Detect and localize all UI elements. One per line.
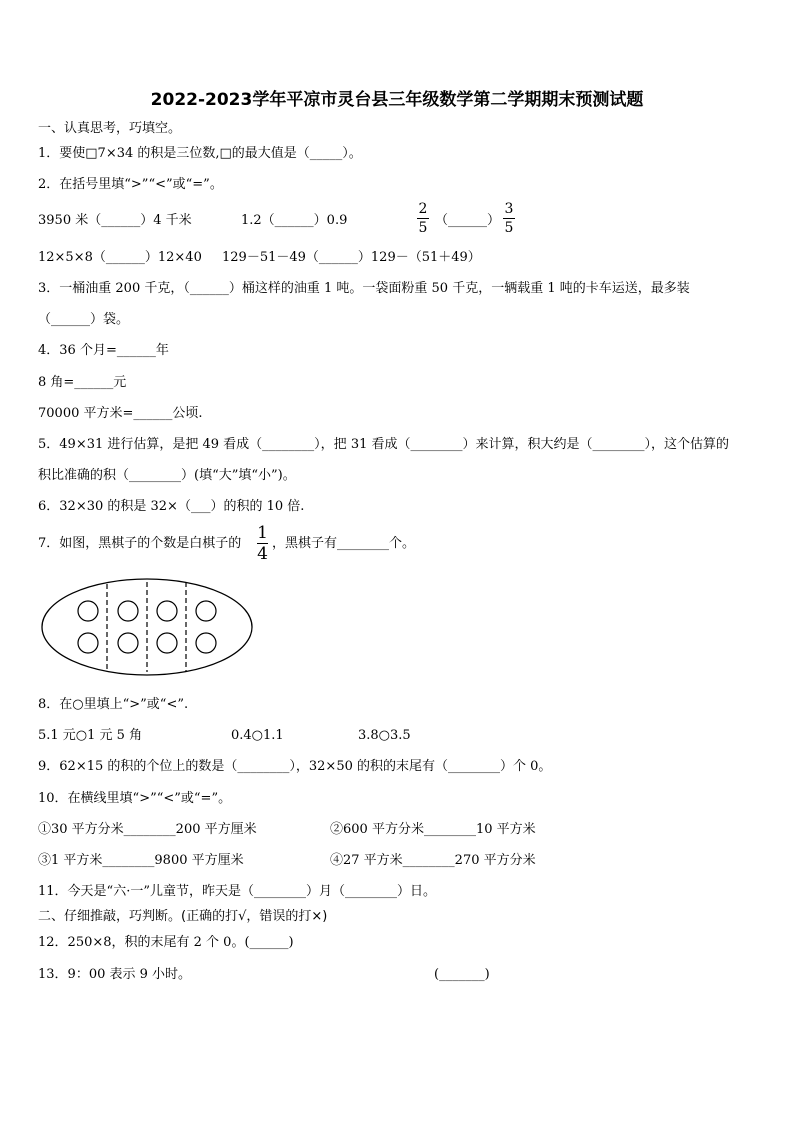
section-fill-heading: 一、认真思考，巧填空。 <box>38 121 182 136</box>
q2-item-e: 129－51－49（______）129－（51＋49） <box>222 250 481 265</box>
question-4b: 8 角=______元 <box>38 375 127 390</box>
question-11: 11．今天是“六·一”儿童节，昨天是（________）月（________）日。 <box>38 884 436 899</box>
question-7-suffix: ，黑棋子有________个。 <box>272 536 416 551</box>
q2-item-a: 3950 米（______）4 千米 <box>38 213 192 228</box>
q13-answer-blank: (_______) <box>434 967 490 982</box>
question-10: 10．在横线里填“>”“<”或“=”。 <box>38 791 232 806</box>
chess-piece <box>78 633 98 653</box>
question-6: 6．32×30 的积是 32×（___）的积的 10 倍. <box>38 499 305 514</box>
question-4a: 4．36 个月=______年 <box>38 343 169 358</box>
question-9: 9．62×15 的积的个位上的数是（________），32×50 的积的末尾有（________）个 0。 <box>38 759 552 774</box>
section-judge-heading: 二、仔细推敲，巧判断。(正确的打√，错误的打×) <box>38 909 328 924</box>
fraction-numerator: 1 <box>257 523 268 543</box>
chess-piece <box>196 601 216 621</box>
page-title: 2022-2023学年平凉市灵台县三年级数学第二学期期末预测试题 <box>150 90 644 110</box>
fraction-denominator: 5 <box>504 220 514 236</box>
q10-item-d: ④27 平方米________270 平方分米 <box>330 853 536 868</box>
q10-item-b: ②600 平方分米________10 平方米 <box>330 822 536 837</box>
chess-piece <box>118 601 138 621</box>
question-2: 2．在括号里填“>”“<”或“=”。 <box>38 177 223 192</box>
chess-piece <box>157 633 177 653</box>
chess-piece <box>157 601 177 621</box>
q8-item-a: 5.1 元○1 元 5 角 <box>38 728 143 743</box>
chess-piece <box>78 601 98 621</box>
q2-item-d: 12×5×8（______）12×40 <box>38 250 202 265</box>
question-12: 12．250×8，积的末尾有 2 个 0。(______) <box>38 935 294 950</box>
question-5-line-2: 积比准确的积（________）(填“大”填“小”)。 <box>38 468 296 483</box>
question-5-line-1: 5．49×31 进行估算，是把 49 看成（________），把 31 看成（________）来计算，积大约是（________），这个估算的 <box>38 437 729 452</box>
q8-item-b: 0.4○1.1 <box>231 728 284 743</box>
q10-item-a: ①30 平方分米________200 平方厘米 <box>38 822 257 837</box>
question-8: 8．在○里填上“>”或“<”. <box>38 697 189 712</box>
fraction-denominator: 5 <box>418 220 428 236</box>
fraction-numerator: 3 <box>504 201 514 217</box>
chess-piece <box>118 633 138 653</box>
fraction-denominator: 4 <box>257 544 268 564</box>
question-3-line-1: 3．一桶油重 200 千克，（______）桶这样的油重 1 吨。一袋面粉重 50 千克，一辆载重 1 吨的卡车运送，最多装 <box>38 281 690 296</box>
q10-item-c: ③1 平方米________9800 平方厘米 <box>38 853 244 868</box>
q8-item-c: 3.8○3.5 <box>358 728 411 743</box>
question-7-prefix: 7．如图，黑棋子的个数是白棋子的 <box>38 536 242 551</box>
chess-piece <box>196 633 216 653</box>
question-3-line-2: （______）袋。 <box>38 312 130 327</box>
q2-item-c-blank: （______） <box>435 213 501 228</box>
question-4c: 70000 平方米=______公顷. <box>38 406 203 421</box>
question-13: 13．9：00 表示 9 小时。 <box>38 967 192 982</box>
q2-item-b: 1.2（______）0.9 <box>241 213 348 228</box>
fraction-numerator: 2 <box>418 201 428 217</box>
question-1: 1．要使□7×34 的积是三位数,□的最大值是（_____）。 <box>38 146 362 161</box>
